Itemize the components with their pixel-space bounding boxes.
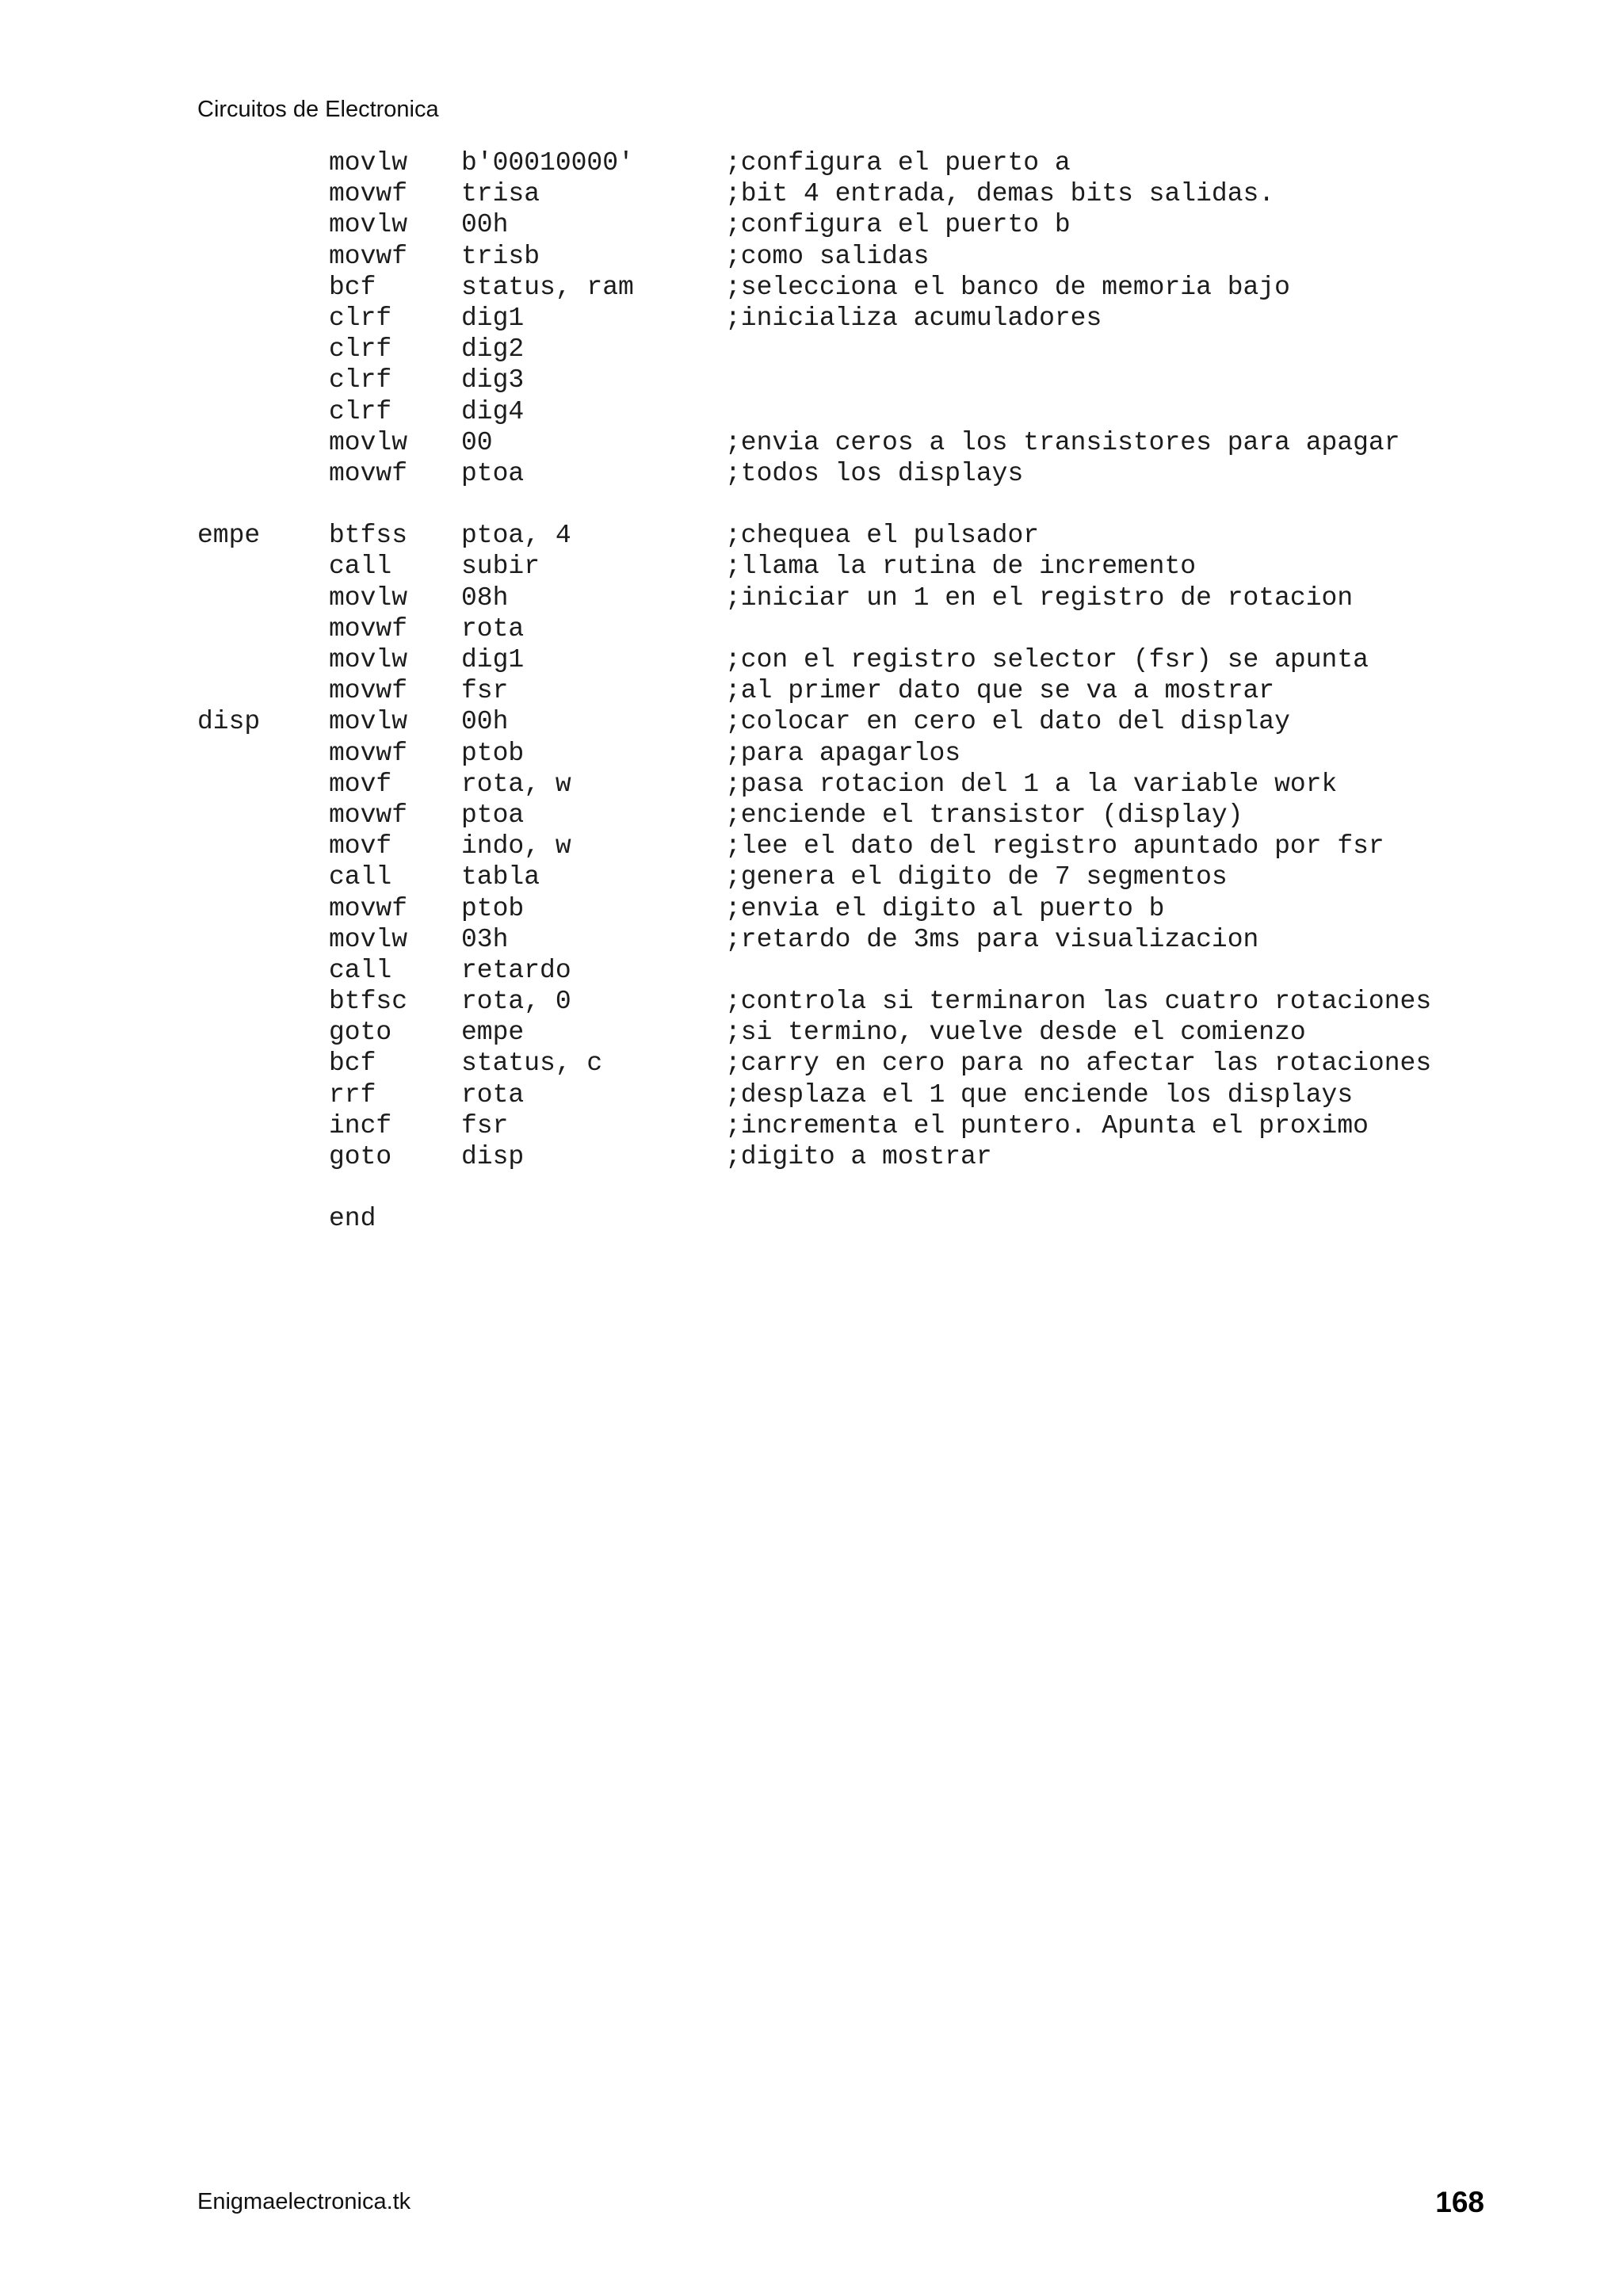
code-opcode: goto — [329, 1018, 392, 1048]
code-operand: indo, w — [461, 831, 571, 861]
code-operand: status, ram — [461, 272, 634, 302]
code-comment: ;con el registro selector (fsr) se apunta — [725, 645, 1369, 674]
code-comment: ;colocar en cero el dato del display — [725, 707, 1290, 737]
code-comment: ;lee el dato del registro apuntado por fsr — [725, 831, 1384, 861]
code-comment: ;chequea el pulsador — [725, 521, 1040, 551]
code-comment: ;selecciona el banco de memoria bajo — [725, 272, 1290, 302]
code-operand: ptob — [461, 738, 525, 768]
code-opcode: movwf — [329, 800, 408, 830]
code-opcode: movlw — [329, 427, 408, 457]
code-comment: ;pasa rotacion del 1 a la variable work — [725, 769, 1338, 799]
code-opcode: movwf — [329, 738, 408, 768]
code-operand: dig2 — [461, 334, 525, 365]
code-comment: ;si termino, vuelve desde el comienzo — [725, 1018, 1306, 1048]
code-comment: ;para apagarlos — [725, 738, 961, 768]
code-opcode: movf — [329, 831, 392, 861]
code-opcode: bcf — [329, 272, 376, 302]
code-opcode: movwf — [329, 458, 408, 488]
code-comment: ;al primer dato que se va a mostrar — [725, 676, 1275, 706]
code-comment: ;configura el puerto b — [725, 210, 1071, 240]
code-operand: disp — [461, 1142, 525, 1171]
code-opcode: clrf — [329, 396, 392, 426]
code-operand: 00h — [461, 210, 509, 240]
code-opcode: clrf — [329, 365, 392, 395]
code-opcode: rrf — [329, 1079, 376, 1110]
code-operand: 00h — [461, 707, 509, 737]
code-operand: status, c — [461, 1049, 603, 1079]
code-opcode: movwf — [329, 676, 408, 706]
code-operand: rota, w — [461, 769, 571, 799]
code-operand: ptob — [461, 893, 525, 923]
code-opcode: movwf — [329, 241, 408, 271]
code-opcode: call — [329, 862, 392, 892]
code-comment: ;controla si terminaron las cuatro rotaciones — [725, 987, 1432, 1017]
code-operand: 03h — [461, 924, 509, 954]
code-operand: rota, 0 — [461, 987, 571, 1017]
code-operand: rota — [461, 613, 525, 644]
code-opcode: incf — [329, 1110, 392, 1140]
code-opcode: movwf — [329, 893, 408, 923]
code-operand: trisa — [461, 179, 540, 209]
code-opcode: end — [329, 1204, 376, 1234]
code-comment: ;configura el puerto a — [725, 148, 1071, 178]
code-opcode: bcf — [329, 1049, 376, 1079]
code-operand: fsr — [461, 1110, 509, 1140]
code-comment: ;llama la rutina de incremento — [725, 552, 1197, 582]
code-opcode: movwf — [329, 613, 408, 644]
code-comment: ;desplaza el 1 que enciende los displays — [725, 1079, 1354, 1110]
code-opcode: movlw — [329, 645, 408, 674]
code-opcode: btfsc — [329, 987, 408, 1017]
code-opcode: call — [329, 955, 392, 985]
code-comment: ;inicializa acumuladores — [725, 303, 1102, 333]
code-opcode: clrf — [329, 334, 392, 365]
page-header-title: Circuitos de Electronica — [197, 97, 439, 122]
page-number: 168 — [1435, 2186, 1484, 2218]
code-comment: ;envia ceros a los transistores para apagar — [725, 427, 1400, 457]
code-comment: ;retardo de 3ms para visualizacion — [725, 924, 1259, 954]
code-operand: fsr — [461, 676, 509, 706]
code-comment: ;digito a mostrar — [725, 1142, 992, 1171]
code-operand: b'00010000' — [461, 148, 634, 178]
code-operand: ptoa — [461, 800, 525, 830]
code-operand: ptoa, 4 — [461, 521, 571, 551]
code-opcode: clrf — [329, 303, 392, 333]
code-opcode: movwf — [329, 179, 408, 209]
code-comment: ;como salidas — [725, 241, 930, 271]
code-operand: retardo — [461, 955, 571, 985]
code-comment: ;enciende el transistor (display) — [725, 800, 1243, 830]
code-operand: 00 — [461, 427, 493, 457]
code-opcode: movf — [329, 769, 392, 799]
code-operand: 08h — [461, 583, 509, 613]
code-opcode: movlw — [329, 583, 408, 613]
code-opcode: goto — [329, 1142, 392, 1171]
code-operand: dig4 — [461, 396, 525, 426]
code-comment: ;carry en cero para no afectar las rotaciones — [725, 1049, 1432, 1079]
code-opcode: movlw — [329, 210, 408, 240]
code-operand: trisb — [461, 241, 540, 271]
code-operand: rota — [461, 1079, 525, 1110]
code-label: empe — [197, 521, 261, 551]
code-operand: ptoa — [461, 458, 525, 488]
code-comment: ;iniciar un 1 en el registro de rotacion — [725, 583, 1354, 613]
code-operand: dig1 — [461, 645, 525, 674]
code-opcode: call — [329, 552, 392, 582]
code-opcode: movlw — [329, 707, 408, 737]
code-operand: subir — [461, 552, 540, 582]
code-operand: empe — [461, 1018, 525, 1048]
footer-site: Enigmaelectronica.tk — [197, 2189, 411, 2214]
code-label: disp — [197, 707, 261, 737]
code-comment: ;genera el digito de 7 segmentos — [725, 862, 1228, 892]
code-comment: ;todos los displays — [725, 458, 1024, 488]
code-opcode: movlw — [329, 148, 408, 178]
code-comment: ;envia el digito al puerto b — [725, 893, 1165, 923]
code-opcode: btfss — [329, 521, 408, 551]
code-operand: dig3 — [461, 365, 525, 395]
code-comment: ;bit 4 entrada, demas bits salidas. — [725, 179, 1275, 209]
code-operand: tabla — [461, 862, 540, 892]
code-operand: dig1 — [461, 303, 525, 333]
code-opcode: movlw — [329, 924, 408, 954]
code-comment: ;incrementa el puntero. Apunta el proximo — [725, 1110, 1369, 1140]
